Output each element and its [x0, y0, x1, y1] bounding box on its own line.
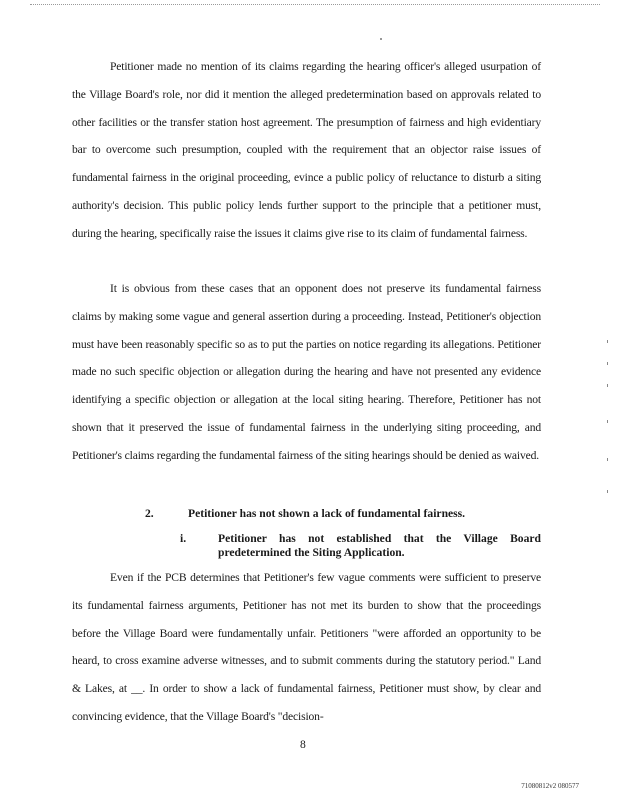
scan-margin-marks	[606, 340, 610, 500]
paragraph-preservation-omissions: Petitioner made no mention of its claims regarding the hearing officer's alleged usurpation of the Village Board's role, nor did it mention the alleged predetermination based on approvals related to other facilities or the transfer station host agreement. The presumption of fairness and high evidentiary bar to overcome such presumption, coupled with the requirement that an objector raise issues of fundamental fairness in the original proceeding, evince a public policy of reluctance to disturb a siting authority's decision. This public policy lends further support to the principle that a petitioner must, during the hearing, specifically raise the issues it claims give rise to its claim of fundamental fairness.	[72, 60, 541, 240]
document-id: 71080812v2 080577	[521, 782, 579, 790]
scan-speck	[380, 38, 382, 40]
page-number: 8	[300, 738, 306, 751]
section-heading-fundamental-fairness: Petitioner has not shown a lack of fundamental fairness.	[188, 507, 466, 520]
section-heading-number: 2.	[145, 507, 154, 520]
subsection-heading-number: i.	[180, 532, 187, 545]
subsection-heading-predetermination: Petitioner has not established that the Village Board predetermined the Siting Application.	[218, 532, 541, 559]
scan-top-edge	[30, 4, 600, 5]
paragraph-burden-of-proof: Even if the PCB determines that Petitioner's few vague comments were sufficient to preserve its fundamental fairness arguments, Petitioner has not met its burden to show that the proceedings before the Village Board were fundamentally unfair. Petitioners "were afforded an opportunity to be heard, to cross examine adverse witnesses, and to submit comments during the statutory period." Land & Lakes, at __. In order to show a lack of fundamental fairness, Petitioner must show, by clear and convincing evidence, that the Village Board's "decision-	[72, 571, 541, 723]
paragraph-waiver-conclusion: It is obvious from these cases that an opponent does not preserve its fundamental fairness claims by making some vague and general assertion during a proceeding. Instead, Petitioner's objection must have been reasonably specific so as to put the parties on notice regarding its allegations. Petitioner made no such specific objection or allegation during the hearing and have not presented any evidence identifying a specific objection or allegation at the local siting hearing. Therefore, Petitioner has not shown that it preserved the issue of fundamental fairness in the underlying siting proceeding, and Petitioner's claims regarding the fundamental fairness of the siting hearings should be denied as waived.	[72, 282, 541, 462]
